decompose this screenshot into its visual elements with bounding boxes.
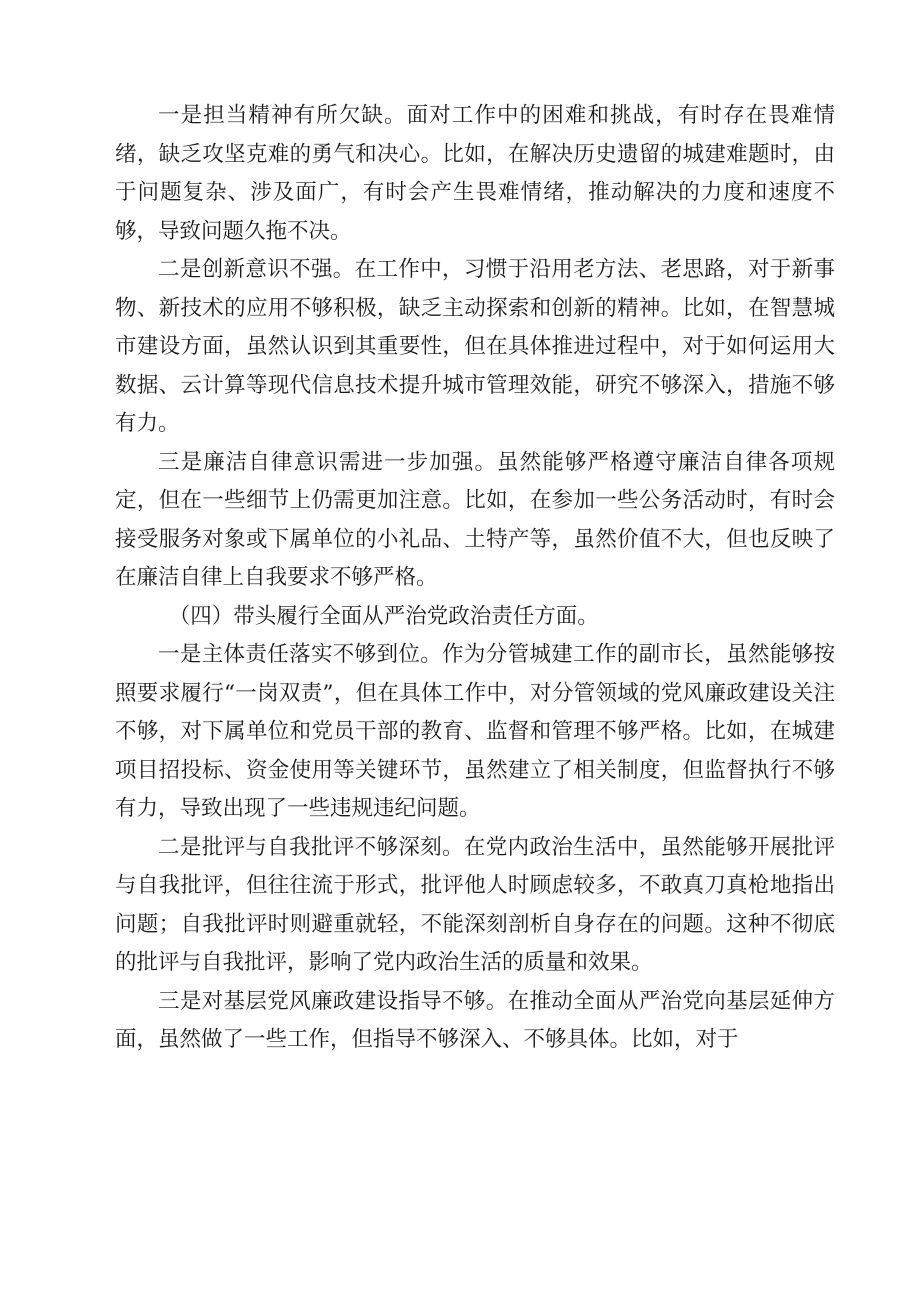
paragraph-criticism-self-criticism: 二是批评与自我批评不够深刻。在党内政治生活中，虽然能够开展批评与自我批评，但往往流于形式，批评他人时顾虑较多，不敢真刀真枪地指出问题；自我批评时则避重就轻，不能深刻剖析自身存在的问题。这种不彻底的批评与自我批评，影响了党内政治生活的质量和效果。 bbox=[115, 834, 835, 975]
paragraph-integrity-discipline: 三是廉洁自律意识需进一步加强。虽然能够严格遵守廉洁自律各项规定，但在一些细节上仍需更加注意。比如，在参加一些公务活动时，有时会接受服务对象或下属单位的小礼品、土特产等，虽然价值不大，但也反映了在廉洁自律上自我要求不够严格。 bbox=[115, 449, 835, 590]
paragraph-grassroots-guidance: 三是对基层党风廉政建设指导不够。在推动全面从严治党向基层延伸方面，虽然做了一些工作，但指导不够深入、不够具体。比如，对于 bbox=[115, 988, 835, 1052]
paragraph-commitment-lacking: 一是担当精神有所欠缺。面对工作中的困难和挑战，有时存在畏难情绪，缺乏攻坚克难的勇气和决心。比如，在解决历史遗留的城建难题时，由于问题复杂、涉及面广，有时会产生畏难情绪，推动解决的力度和速度不够，导致问题久拖不决。 bbox=[115, 103, 835, 244]
document-body bbox=[115, 97, 835, 1060]
section-heading-four: （四）带头履行全面从严治党政治责任方面。 bbox=[168, 603, 599, 629]
paragraph-main-responsibility: 一是主体责任落实不够到位。作为分管城建工作的副市长，虽然能够按照要求履行“一岗双责”，但在具体工作中，对分管领域的党风廉政建设关注不够，对下属单位和党员干部的教育、监督和管理不够严格。比如，在城建项目招投标、资金使用等关键环节，虽然建立了相关制度，但监督执行不够有力，导致出现了一些违规违纪问题。 bbox=[115, 642, 835, 821]
paragraph-innovation-weak: 二是创新意识不强。在工作中，习惯于沿用老方法、老思路，对于新事物、新技术的应用不够积极，缺乏主动探索和创新的精神。比如，在智慧城市建设方面，虽然认识到其重要性，但在具体推进过程中，对于如何运用大数据、云计算等现代信息技术提升城市管理效能，研究不够深入，措施不够有力。 bbox=[115, 257, 835, 436]
